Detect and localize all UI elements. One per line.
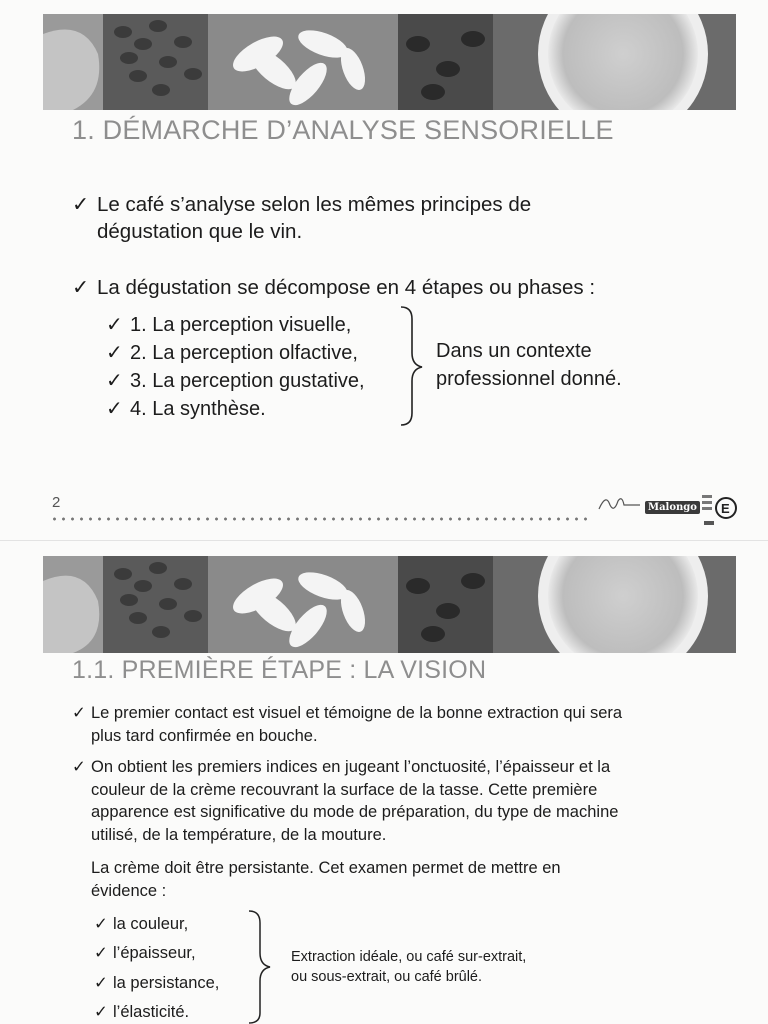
paragraph-text: La crème doit être persistante. Cet examen permet de mettre en xyxy=(91,859,561,877)
note-line: Extraction idéale, ou café sur-extrait, xyxy=(291,949,527,965)
bullet-item xyxy=(72,191,531,245)
check-icon: ✓ xyxy=(106,342,123,364)
page-number: 2 xyxy=(52,494,61,511)
coffee-banner-image xyxy=(43,556,736,653)
paragraph xyxy=(91,857,561,902)
coffee-banner-image xyxy=(43,14,736,110)
page-title: 1. DÉMARCHE D’ANALYSE SENSORIELLE xyxy=(72,115,614,145)
bullet-item xyxy=(72,274,595,301)
bullet-item xyxy=(72,702,622,747)
brace-icon xyxy=(398,305,428,427)
check-icon: ✓ xyxy=(72,193,90,216)
check-icon: ✓ xyxy=(94,915,108,933)
bullet-text: Le premier contact est visuel et témoigne de la bonne extraction qui sera xyxy=(91,704,623,722)
bullet-text: apparence est significative du mode de préparation, du type de machine xyxy=(91,803,619,821)
step-text: 2. La perception olfactive, xyxy=(130,342,358,364)
check-icon: ✓ xyxy=(72,704,86,722)
slide-2 xyxy=(0,545,768,1024)
note-line: Dans un contexte xyxy=(436,340,592,362)
check-icon: ✓ xyxy=(94,1003,108,1021)
step-item xyxy=(106,339,358,367)
extraction-note xyxy=(291,947,526,987)
criteria-item xyxy=(94,913,188,935)
step-text: 1. La perception visuelle, xyxy=(130,314,352,336)
criteria-text: l’épaisseur, xyxy=(113,944,196,962)
brand-logo: Malongo xyxy=(645,501,700,514)
criteria-text: la persistance, xyxy=(113,974,220,992)
dotted-divider xyxy=(50,516,590,522)
section-title: 1.1. PREMIÈRE ÉTAPE : LA VISION xyxy=(72,656,487,684)
criteria-item xyxy=(94,1001,189,1023)
ministry-logo-icon xyxy=(700,489,740,529)
slide-separator xyxy=(0,540,768,541)
criteria-text: l’élasticité. xyxy=(113,1003,190,1021)
criteria-item xyxy=(94,942,196,964)
check-icon: ✓ xyxy=(72,758,86,776)
bullet-text: La dégustation se décompose en 4 étapes ou phases : xyxy=(97,276,596,299)
signature-logo-icon xyxy=(596,491,642,517)
step-item xyxy=(106,367,365,395)
note-line: professionnel donné. xyxy=(436,368,622,390)
check-icon: ✓ xyxy=(106,398,123,420)
check-icon: ✓ xyxy=(94,974,108,992)
svg-text:E: E xyxy=(721,501,730,516)
step-text: 4. La synthèse. xyxy=(130,398,266,420)
brace-icon xyxy=(246,909,276,1024)
bullet-text: utilisé, de la température, de la mouture. xyxy=(91,825,387,844)
bullet-text: plus tard confirmée en bouche. xyxy=(91,726,318,745)
check-icon: ✓ xyxy=(94,944,108,962)
step-text: 3. La perception gustative, xyxy=(130,370,365,392)
bullet-text: On obtient les premiers indices en jugeant l’onctuosité, l’épaisseur et la xyxy=(91,758,611,776)
bullet-text: dégustation que le vin. xyxy=(97,220,303,243)
check-icon: ✓ xyxy=(72,276,90,299)
check-icon: ✓ xyxy=(106,314,123,336)
bullet-text: Le café s’analyse selon les mêmes principes de xyxy=(97,193,532,216)
paragraph-text: évidence : xyxy=(91,881,167,900)
context-note xyxy=(436,337,622,393)
criteria-text: la couleur, xyxy=(113,915,189,933)
criteria-item xyxy=(94,972,219,994)
step-item xyxy=(106,311,351,339)
note-line: ou sous-extrait, ou café brûlé. xyxy=(291,969,483,985)
bullet-text: couleur de la crème recouvrant la surface de la tasse. Cette première xyxy=(91,780,598,799)
check-icon: ✓ xyxy=(106,370,123,392)
bullet-item xyxy=(72,756,618,846)
step-item xyxy=(106,395,266,423)
